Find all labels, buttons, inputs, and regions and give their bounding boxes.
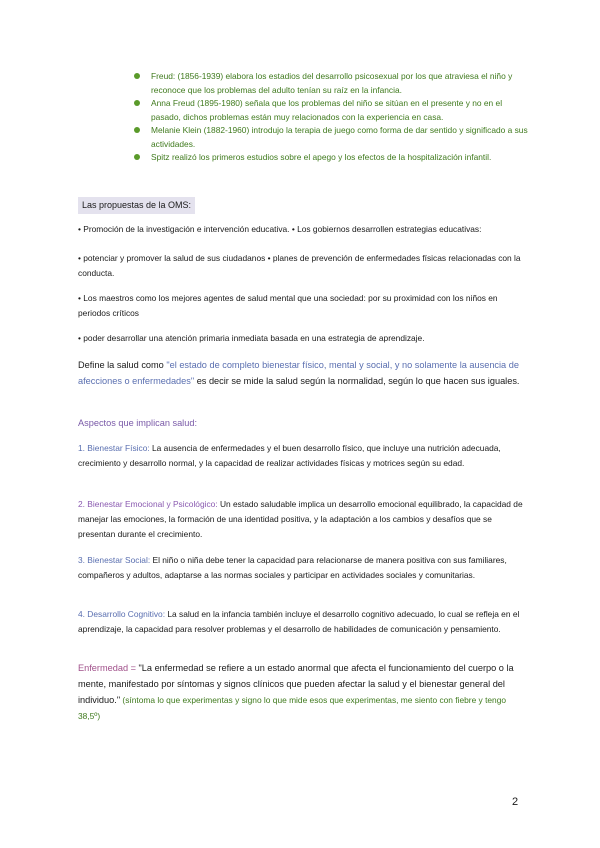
list-item: Spitz realizó los primeros estudios sobre el apego y los efectos de la hospitalización infantil. bbox=[131, 151, 531, 165]
aspect-label: 4. Desarrollo Cognitivo: bbox=[78, 609, 166, 619]
paragraph: • Promoción de la investigación e intervención educativa. • Los gobiernos desarrollen estrategias educativas: bbox=[78, 224, 482, 234]
list-item: Melanie Klein (1882-1960) introdujo la terapia de juego como forma de dar sentido y significado a sus actividades. bbox=[131, 124, 531, 151]
paragraph: • potenciar y promover la salud de sus ciudadanos • planes de prevención de enfermedades físicas relacionadas con la conducta. bbox=[78, 253, 521, 278]
disease-definition: Enfermedad = "La enfermedad se refiere a un estado anormal que afecta el funcionamiento del cuerpo o la mente, manifestado por síntomas y signos clínicos que pueden afectar la salud y el bienestar general del individuo." (síntoma lo que experimentas y signo lo que mide esos que experimentas, me siento con fiebre y tengo 38,5º) bbox=[78, 663, 514, 721]
section-heading-oms: Las propuestas de la OMS: bbox=[78, 197, 195, 214]
list-item: Freud: (1856-1939) elabora los estadios del desarrollo psicosexual por los que atraviesa el niño y reconoce que los problemas del adulto tenían su raíz en la infancia. bbox=[131, 70, 531, 97]
historical-figures-list bbox=[131, 70, 531, 165]
disease-label: Enfermedad = bbox=[78, 663, 139, 673]
aspect-item: 3. Bienestar Social: El niño o niña debe tener la capacidad para relacionarse de manera positiva con sus familiares, compañeros y adultos, adaptarse a las normas sociales y participar en actividades sociales y comunitarias. bbox=[78, 555, 507, 580]
bullet-icon bbox=[134, 127, 140, 133]
paragraph: • poder desarrollar una atención primaria inmediata basada en una estrategia de aprendizaje. bbox=[78, 333, 425, 343]
aspects-heading: Aspectos que implican salud: bbox=[78, 418, 197, 428]
aspect-label: 2. Bienestar Emocional y Psicológico: bbox=[78, 499, 218, 509]
aspect-item: 2. Bienestar Emocional y Psicológico: Un estado saludable implica un desarrollo emocional equilibrado, la capacidad de manejar las emociones, la formación de una identidad positiva, y la adaptación a los cambios y desafíos que se presentan durante el crecimiento. bbox=[78, 499, 523, 539]
disease-note: (síntoma lo que experimentas y signo lo que mide esos que experimentas, me siento con fiebre y tengo 38,5º) bbox=[78, 695, 507, 721]
list-item: Anna Freud (1895-1980) señala que los problemas del niño se sitúan en el presente y no en el pasado, dichos problemas están muy relacionados con la experiencia en casa. bbox=[131, 97, 531, 124]
aspect-label: 1. Bienestar Físico: bbox=[78, 443, 150, 453]
bullet-icon bbox=[134, 73, 140, 79]
health-definition: Define la salud como "el estado de completo bienestar físico, mental y social, y no solamente la ausencia de afecciones o enfermedades" es decir se mide la salud según la normalidad, según lo que hacen sus iguales. bbox=[78, 360, 520, 386]
aspect-item: 1. Bienestar Físico: La ausencia de enfermedades y el buen desarrollo físico, que incluye una nutrición adecuada, crecimiento y desarrollo normal, y la capacidad de realizar actividades físicas y motrices según su edad. bbox=[78, 443, 501, 468]
aspect-label: 3. Bienestar Social: bbox=[78, 555, 151, 565]
aspect-item: 4. Desarrollo Cognitivo: La salud en la infancia también incluye el desarrollo cognitivo adecuado, lo cual se refleja en el aprendizaje, la capacidad para resolver problemas y el desarrollo de habilidades de comunicación y pensamiento. bbox=[78, 609, 520, 634]
bullet-icon bbox=[134, 100, 140, 106]
paragraph: • Los maestros como los mejores agentes de salud mental que una sociedad: por su proximidad con los niños en periodos críticos bbox=[78, 293, 498, 318]
page-number: 2 bbox=[512, 796, 519, 808]
bullet-icon bbox=[134, 154, 140, 160]
definition-quote: "el estado de completo bienestar físico, mental y social, y no solamente la ausencia de afecciones o enfermedades" bbox=[78, 360, 519, 386]
